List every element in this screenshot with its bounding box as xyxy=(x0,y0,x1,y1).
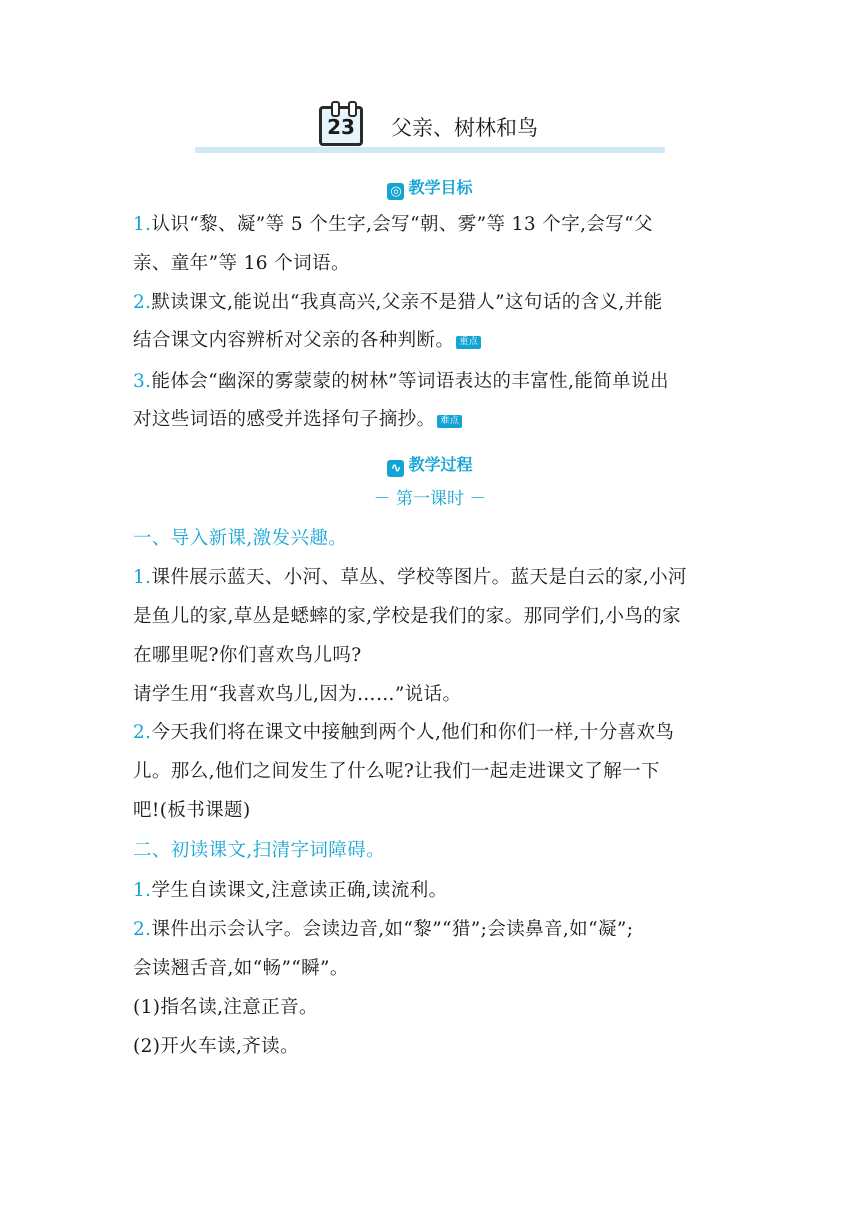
process-heading-text: 教学过程 xyxy=(408,455,473,474)
lesson-period: － 第一课时 － xyxy=(373,489,487,509)
part-2-item-2-line-2: 会读翘舌音,如“畅”“瞬”。 xyxy=(133,958,349,979)
key-point-badge: 重点 xyxy=(456,336,481,349)
part-1-item-1-line-2: 是鱼儿的家,草丛是蟋蟀的家,学校是我们的家。那同学们,小鸟的家 xyxy=(133,606,682,627)
part-1-item-1-line-1: 1.课件展示蓝天、小河、草丛、学校等图片。蓝天是白云的家,小河 xyxy=(133,567,687,588)
goal-2-line-1: 2.默读课文,能说出“我真高兴,父亲不是猎人”这句话的含义,并能 xyxy=(133,292,663,313)
process-icon: ∿ xyxy=(387,460,404,477)
goals-heading xyxy=(0,175,860,200)
target-icon: ◎ xyxy=(387,183,404,200)
part-1-item-2-line-2: 儿。那么,他们之间发生了什么呢?让我们一起走进课文了解一下 xyxy=(133,761,660,782)
header-divider xyxy=(195,147,665,153)
part-1-item-1-line-4: 请学生用“我喜欢鸟儿,因为……”说话。 xyxy=(133,684,462,705)
part-2-item-2-line-1: 2.课件出示会认字。会读边音,如“黎”“猎”;会读鼻音,如“凝”; xyxy=(133,919,634,940)
lesson-title: 父亲、树林和鸟 xyxy=(391,116,538,140)
lesson-header xyxy=(195,100,665,156)
part-2-item-1: 1.学生自读课文,注意读正确,读流利。 xyxy=(133,880,448,901)
calendar-icon xyxy=(319,106,363,146)
part-2-title: 二、初读课文,扫清字词障碍。 xyxy=(133,840,385,861)
part-2-item-2-sub-2: (2)开火车读,齐读。 xyxy=(133,1036,299,1057)
part-1-item-2-line-1: 2.今天我们将在课文中接触到两个人,他们和你们一样,十分喜欢鸟 xyxy=(133,722,675,743)
part-1-title: 一、导入新课,激发兴趣。 xyxy=(133,528,348,549)
goal-2-line-2: 结合课文内容辨析对父亲的各种判断。 重点 xyxy=(133,326,481,352)
goal-3-line-1: 3.能体会“幽深的雾蒙蒙的树林”等词语表达的丰富性,能简单说出 xyxy=(133,371,669,392)
goals-heading-text: 教学目标 xyxy=(408,178,473,197)
goal-1-line-2: 亲、童年”等 16 个词语。 xyxy=(133,253,350,274)
part-1-item-2-line-3: 吧!(板书课题) xyxy=(133,800,251,821)
part-1-item-1-line-3: 在哪里呢?你们喜欢鸟儿吗? xyxy=(133,645,362,666)
difficulty-badge: 难点 xyxy=(437,415,462,428)
goal-3-line-2: 对这些词语的感受并选择句子摘抄。 难点 xyxy=(133,405,462,431)
part-2-item-2-sub-1: (1)指名读,注意正音。 xyxy=(133,997,318,1018)
process-heading xyxy=(0,452,860,477)
lesson-number: 23 xyxy=(327,115,355,139)
goal-1-line-1: 1.认识“黎、凝”等 5 个生字,会写“朝、雾”等 13 个字,会写“父 xyxy=(133,214,653,235)
